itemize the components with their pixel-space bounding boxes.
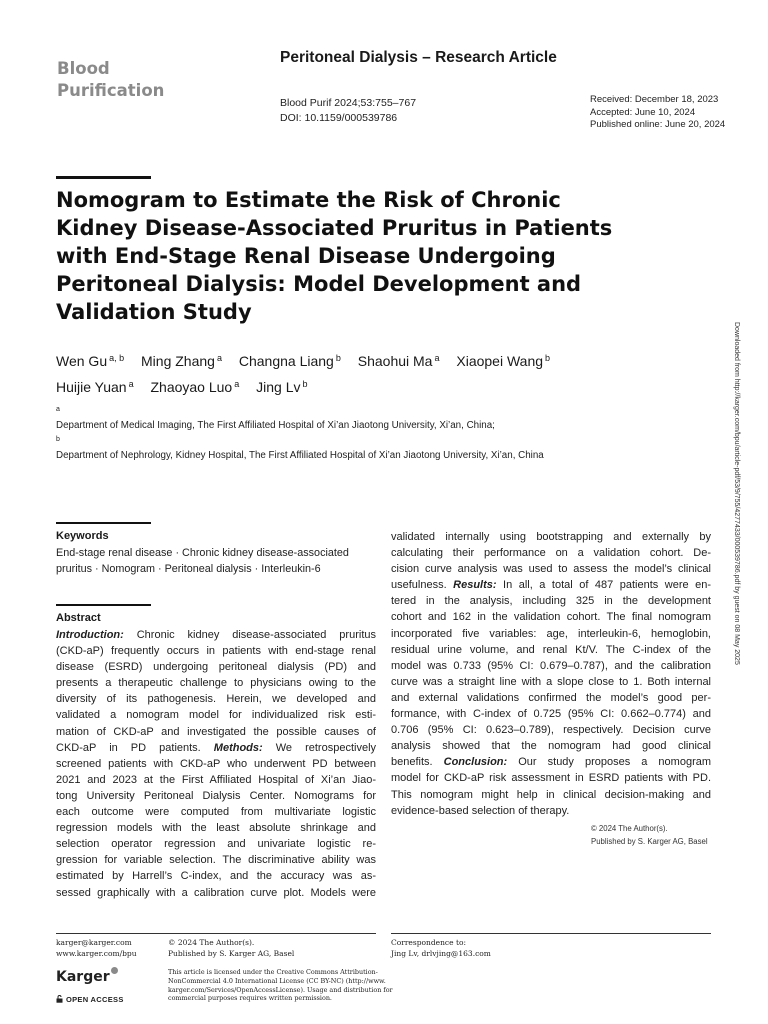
author-affiliation-mark: a [128, 379, 134, 389]
citation: Blood Purif 2024;53:755–767 [280, 97, 417, 109]
author-name: Wen Gu [56, 353, 108, 369]
affiliation-text: Department of Nephrology, Kidney Hospital, The First Affiliated Hospital of Xi’an Jiaotong University, Xi’an, China [56, 450, 544, 461]
author-name: Ming Zhang [141, 353, 215, 369]
journal-logo [57, 58, 197, 102]
copyright-line: © 2024 The Author(s). [591, 824, 668, 833]
abstract-line: This nomogram might help in clinical decision-making and [391, 788, 711, 801]
download-note: Downloaded from http://karger.com/bpu/article-pdf/53/9/755/4277433/000539786.pdf by guest on 08 May 2025 [733, 322, 740, 665]
license-line: commercial purposes requires written permission. [168, 994, 332, 1003]
article-title [56, 186, 616, 326]
copyright-line: Published by S. Karger AG, Basel [168, 949, 295, 958]
author[interactable] [56, 353, 124, 369]
abstract-line: disease (ESRD) undergoing peritoneal dialysis (PD) and [56, 661, 376, 674]
abstract-line: tong University Peritoneal Dialysis Center. Nomograms for [56, 789, 376, 802]
author[interactable] [256, 379, 307, 395]
abstract-line: presents a therapeutic challenge to physicians owing to the [56, 677, 376, 690]
author[interactable] [239, 353, 341, 369]
abstract-line: and external validations confirmed the model’s good per- [391, 691, 711, 704]
author-affiliation-mark: b [335, 353, 341, 363]
abstract-line [391, 754, 711, 770]
affiliation-text: Department of Medical Imaging, The First Affiliated Hospital of Xi’an Jiaotong University, Xi’an, China; [56, 420, 495, 431]
section-label-methods: Methods: [213, 741, 263, 754]
abstract-text: Our study proposes a nomogram [507, 756, 711, 769]
copyright-line: © 2024 The Author(s). [168, 938, 255, 947]
abstract-divider [56, 604, 151, 606]
author[interactable] [150, 379, 239, 395]
abstract-line: calculating their performance on a validation cohort. De- [391, 547, 711, 560]
abstract-line: gression for variable selection. The discriminative ability was [56, 854, 376, 867]
published-date: Published online: June 20, 2024 [590, 119, 726, 130]
abstract-line: mation of CKD-aP and investigated the possible causes of [56, 725, 376, 738]
publisher-name: Karger [56, 969, 110, 985]
abstract-text: In all, a total of 487 patients were en- [496, 579, 711, 592]
abstract-line: incorporated five variables: age, interleukin-6, hemoglobin, [391, 627, 711, 640]
author[interactable] [141, 353, 222, 369]
author-line [56, 347, 656, 373]
abstract-line: 2021 and 2023 at the First Affiliated Hospital of Xi’an Jiao- [56, 773, 376, 786]
abstract-line: cision curve analysis was used to assess the model’s clinical [391, 563, 711, 576]
license-line[interactable]: karger.com/Services/OpenAccessLicense). Usage and distribution for [168, 985, 393, 994]
correspondence-label: Correspondence to: [391, 938, 467, 947]
section-label-conclusion: Conclusion: [443, 756, 508, 769]
author-name: Changna Liang [238, 353, 334, 369]
abstract-line: model was 0.733 (95% CI: 0.679–0.787), and the calibration [391, 659, 711, 672]
abstract-line [56, 627, 376, 643]
author-line [56, 373, 656, 399]
abstract-line: model for CKD-aP risk assessment in ESRD patients with PD. [391, 772, 711, 785]
author-name: Zhaoyao Luo [150, 379, 233, 395]
author[interactable] [56, 379, 134, 395]
abstract-line: selection operator regression and univariate logistic re- [56, 838, 376, 851]
correspondence [391, 937, 491, 959]
abstract-line: (CKD-aP) frequently occurs in patients with end-stage renal [56, 645, 376, 658]
abstract-line [391, 577, 711, 593]
author-affiliation-mark: a [234, 379, 240, 389]
journal-name-line1: Blood [57, 59, 110, 78]
abstract-heading: Abstract [56, 612, 101, 624]
author[interactable] [456, 353, 550, 369]
affiliation-mark: b [56, 436, 60, 443]
title-line: Nomogram to Estimate the Risk of Chronic [56, 188, 561, 212]
abstract-text: We retrospectively [262, 741, 376, 754]
author-name: Huijie Yuan [56, 379, 127, 395]
footer-divider-right [391, 933, 711, 934]
abstract-text: usefulness. [391, 579, 454, 592]
abstract-line: regression models with the least absolute shrinkage and [56, 822, 376, 835]
author[interactable] [358, 353, 440, 369]
abstract-line: analysis showed that the nomogram had good clinical [391, 740, 711, 753]
abstract-line: curve was a straight line with a slope close to 1. Both internal [391, 675, 711, 688]
author-name: Jing Lv [256, 379, 301, 395]
citation-block [280, 96, 416, 126]
author-affiliation-mark: b [302, 379, 308, 389]
section-label-introduction: Introduction: [56, 629, 124, 641]
affiliation [56, 403, 696, 433]
open-access-badge [56, 995, 124, 1004]
keywords-line: pruritus · Nomogram · Peritoneal dialysis · Interleukin-6 [56, 562, 321, 575]
open-access-label: OPEN ACCESS [66, 995, 124, 1004]
keywords-list [56, 546, 376, 577]
abstract-line: evidence-based selection of therapy. [391, 804, 570, 817]
journal-name-line2: Purification [57, 81, 165, 100]
abstract-line: each outcome were computed from multivariate logistic [56, 806, 376, 819]
author-affiliation-mark: a [216, 353, 222, 363]
correspondence-contact[interactable]: Jing Lv, drlvjing@163.com [391, 949, 491, 958]
license-notice [168, 968, 393, 1003]
abstract-line: validated a nomogram model for individualized risk esti- [56, 709, 376, 722]
abstract-line: tered in the analysis, including 325 in the development [391, 595, 711, 608]
author-name: Shaohui Ma [357, 353, 433, 369]
footer-copyright [168, 937, 294, 959]
publisher-website[interactable]: www.karger.com/bpu [56, 949, 137, 958]
publisher-contact [56, 937, 137, 959]
abstract-line: screened patients with CKD-aP who underwent PD between [56, 757, 376, 770]
author-name: Xiaopei Wang [456, 353, 544, 369]
abstract-line: residual urine volume, and renal Kt/V. The C-index of the [391, 643, 711, 656]
abstract-copyright [591, 822, 708, 848]
author-affiliation-mark: b [545, 353, 551, 363]
article-dates [590, 94, 725, 132]
keywords-heading: Keywords [56, 530, 109, 542]
license-line: This article is licensed under the Creative Commons Attribution- [168, 968, 378, 976]
footer-divider-left [56, 933, 376, 934]
abstract-line: sessed graphically with a calibration curve plot. Models were [56, 886, 376, 899]
section-label-results: Results: [453, 579, 497, 592]
abstract-line: cohort and 162 in the validation cohort. The final nomogram [391, 611, 711, 624]
received-date: Received: December 18, 2023 [590, 94, 719, 105]
title-divider [56, 176, 151, 179]
abstract-line: diversity of its pathogenesis. Herein, we developed and [56, 693, 376, 706]
title-line: Peritoneal Dialysis: Model Development and [56, 272, 582, 296]
abstract-column-left [56, 627, 376, 901]
abstract-line: formance, with C-index of 0.725 (95% CI: 0.662–0.774) and [391, 708, 711, 721]
abstract-line: validated internally using bootstrapping and externally by [391, 531, 711, 543]
title-line: Kidney Disease-Associated Pruritus in Patients [56, 216, 613, 240]
author-affiliation-mark: a [434, 353, 440, 363]
doi[interactable]: DOI: 10.1159/000539786 [280, 112, 398, 124]
abstract-line: 0.706 (95% CI: 0.623–0.789), respectively. Decision curve [391, 724, 711, 737]
abstract-line: estimated by Harrell’s C-index, and the accuracy was as- [56, 870, 376, 883]
publisher-email[interactable]: karger@karger.com [56, 938, 132, 947]
abstract-line [56, 740, 376, 756]
title-line: with End-Stage Renal Disease Undergoing [56, 244, 556, 268]
author-affiliation-mark: a, b [109, 353, 125, 363]
accepted-date: Accepted: June 10, 2024 [590, 106, 696, 118]
publisher-logo [56, 967, 118, 985]
affiliation [56, 433, 696, 463]
title-line: Validation Study [56, 300, 252, 324]
affiliations [56, 403, 696, 463]
article-section-label: Peritoneal Dialysis – Research Article [280, 49, 557, 66]
open-lock-icon [56, 995, 63, 1003]
keywords-line: End-stage renal disease · Chronic kidney disease-associated [56, 547, 349, 559]
karger-dot-icon [111, 967, 118, 974]
keywords-divider [56, 522, 151, 524]
abstract-column-right [391, 529, 711, 819]
abstract-text: Chronic kidney disease-associated pruritus [123, 629, 376, 641]
author-list [56, 347, 656, 399]
affiliation-mark: a [56, 406, 60, 413]
copyright-line: Published by S. Karger AG, Basel [591, 837, 708, 846]
abstract-text: benefits. [391, 756, 444, 769]
license-line[interactable]: NonCommercial 4.0 International License (CC BY-NC) (http://www. [168, 976, 386, 985]
abstract-text: CKD-aP in PD patients. [56, 741, 214, 754]
